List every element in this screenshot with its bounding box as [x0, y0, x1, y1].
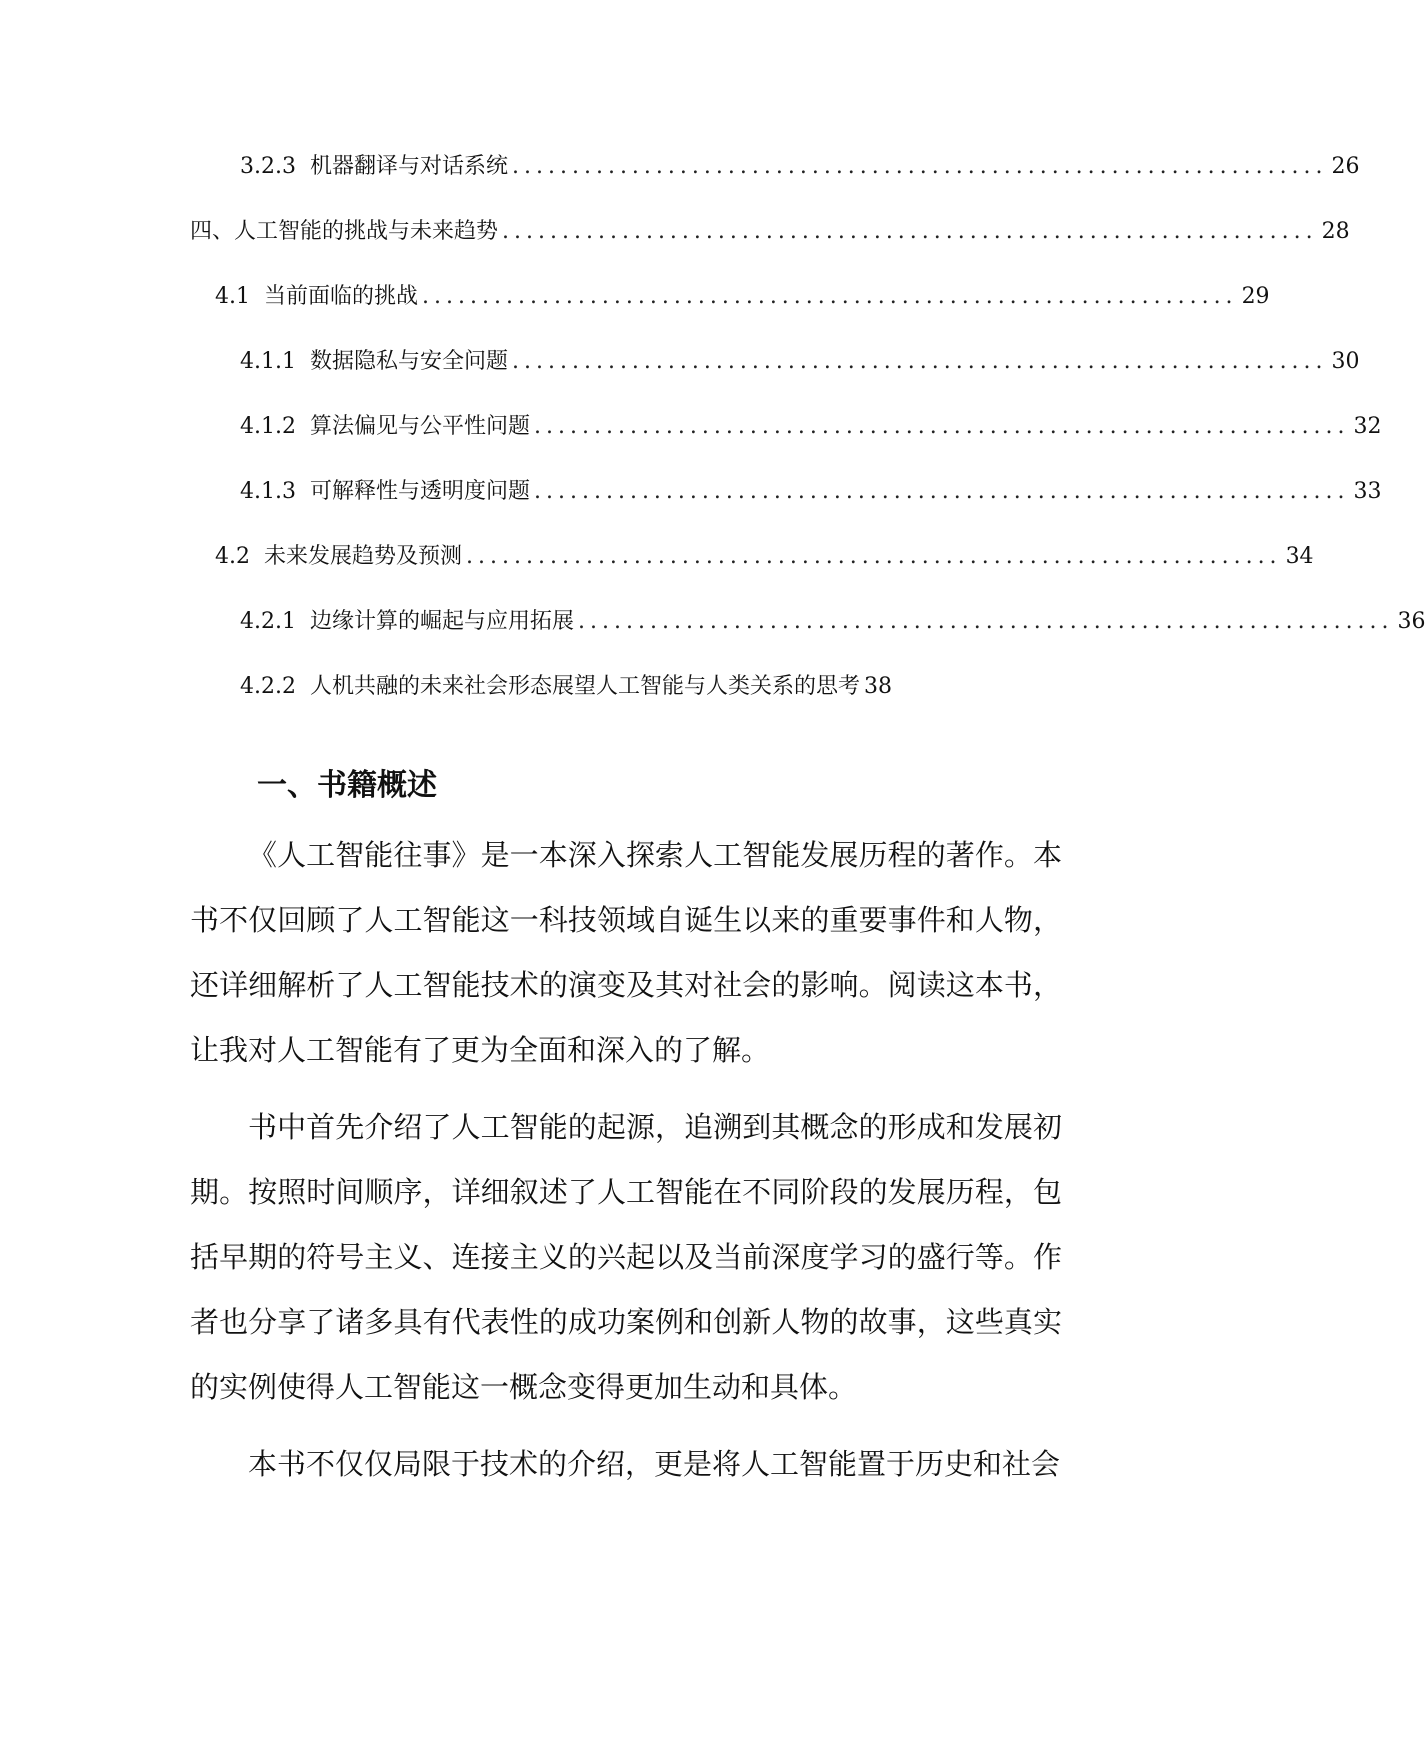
toc-leader-dots: .................................................................... [502, 219, 1318, 244]
toc-entry-title: 人工智能的挑战与未来趋势 [234, 219, 499, 244]
toc-entry-number: 4.1.3 [240, 479, 296, 504]
toc-entry-number: 4.2.2 [240, 674, 296, 699]
toc-entry-number: 4.1 [215, 284, 250, 309]
toc-leader-dots: .................................................................... [466, 544, 1282, 569]
toc-entry-page: 26 [1331, 154, 1360, 179]
toc-entry-page: 28 [1321, 219, 1350, 244]
toc-entry[interactable] [240, 412, 1382, 442]
toc-leader-dots: .................................................................... [512, 154, 1328, 179]
toc-entry-number: 4.1.1 [240, 349, 296, 374]
toc-entry[interactable] [240, 607, 1426, 637]
toc-entry-number: 4.2.1 [240, 609, 296, 634]
toc-entry-title: 当前面临的挑战 [264, 284, 419, 309]
toc-entry-title: 可解释性与透明度问题 [309, 479, 530, 504]
toc-entry-title: 机器翻译与对话系统 [309, 154, 508, 179]
toc-entry[interactable] [240, 477, 1382, 507]
toc-entry[interactable] [240, 672, 980, 702]
toc-entry-title: 算法偏见与公平性问题 [309, 414, 530, 439]
toc-entry-page: 38 [864, 674, 892, 699]
toc-entry[interactable] [240, 152, 1360, 182]
paragraph: 书中首先介绍了人工智能的起源，追溯到其概念的形成和发展初期。按照时间顺序，详细叙述了人工智能在不同阶段的发展历程，包括早期的符号主义、连接主义的兴起以及当前深度学习的盛行等。作者也分享了诸多具有代表性的成功案例和创新人物的故事，这些真实的实例使得人工智能这一概念变得更加生动和具体。 [190, 1110, 1062, 1404]
toc-entry[interactable] [240, 347, 1360, 377]
toc-entry-number: 3.2.3 [240, 154, 296, 179]
toc-entry[interactable] [215, 282, 1270, 312]
toc-leader-dots: .................................................................... [512, 349, 1328, 374]
toc-entry-number: 4.2 [215, 544, 250, 569]
toc-entry-number: 四、 [190, 219, 235, 244]
section-body [190, 823, 1062, 1509]
toc-leader-dots: .................................................................... [534, 479, 1350, 504]
toc-entry-title: 数据隐私与安全问题 [309, 349, 508, 374]
toc-entry-page: 36 [1397, 609, 1426, 634]
toc-entry-title: 人机共融的未来社会形态展望人工智能与人类关系的思考 [309, 674, 860, 699]
toc-entry-page: 30 [1331, 349, 1360, 374]
toc-leader-dots: .................................................................... [578, 609, 1394, 634]
section-heading: 一、书籍概述 [257, 768, 437, 803]
paragraph: 《人工智能往事》是一本深入探索人工智能发展历程的著作。本书不仅回顾了人工智能这一科技领域自诞生以来的重要事件和人物，还详细解析了人工智能技术的演变及其对社会的影响。阅读这本书，让我对人工智能有了更为全面和深入的了解。 [190, 838, 1062, 1067]
toc-entry-number: 4.1.2 [240, 414, 296, 439]
toc-entry[interactable] [215, 542, 1314, 572]
toc-entry-title: 边缘计算的崛起与应用拓展 [309, 609, 574, 634]
toc-entry-page: 33 [1353, 479, 1382, 504]
toc-leader-dots: .................................................................... [534, 414, 1350, 439]
paragraph: 本书不仅仅局限于技术的介绍，更是将人工智能置于历史和社会 [248, 1447, 1061, 1481]
toc-entry-page: 34 [1285, 544, 1314, 569]
toc-entry-page: 29 [1241, 284, 1270, 309]
toc-entry[interactable] [190, 217, 1350, 247]
toc-leader-dots: .................................................................... [422, 284, 1238, 309]
toc-entry-page: 32 [1353, 414, 1382, 439]
toc-entry-title: 未来发展趋势及预测 [264, 544, 463, 569]
